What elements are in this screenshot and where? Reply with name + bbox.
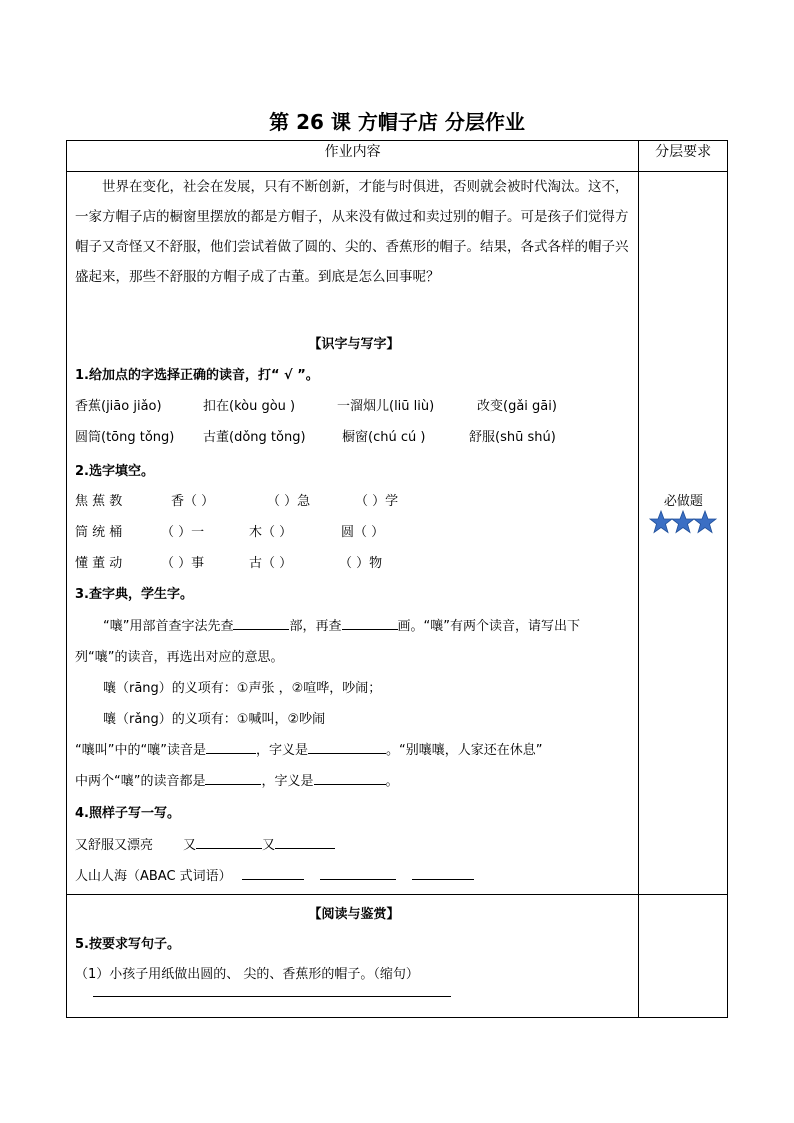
section-title-reading: 【阅读与鉴赏】 [308,907,400,922]
q5-sentence-1: （1）小孩子用纸做出圆的、 尖的、香蕉形的帽子。（缩句） [75,967,419,982]
content-cell-1 [67,172,639,895]
q1-title: 1.给加点的字选择正确的读音，打“ √ ”。 [75,368,319,383]
q2-chars-2: 筒 统 桶 [75,525,123,540]
header-requirement: 分层要求 [639,141,728,172]
answer-blank[interactable] [206,741,256,754]
q1-item-7: 橱窗(chú cú ) [342,430,426,445]
q2-blank-1-3: （ ）学 [355,494,399,509]
q2-blank-2-1: （ ）一 [161,525,205,540]
star-icon [649,510,673,534]
answer-blank[interactable] [233,617,289,630]
q2-blank-3-3: （ ）物 [339,556,383,571]
q3-title: 3.查字典，学生字。 [75,587,193,602]
q4-example-2: 人山人海（ABAC 式词语） [75,865,474,884]
q2-blank-1-1: 香（ ） [171,494,215,509]
answer-blank[interactable] [308,741,386,754]
q4-example-1: 又舒服又漂亮 又 又 [75,834,335,853]
q1-item-5: 圆筒(tōng tǒng) [75,430,175,445]
requirement-label: 必做题 [663,494,703,509]
q1-item-4: 改变(gǎi gāi) [477,399,557,414]
q2-blank-3-1: （ ）事 [161,556,205,571]
answer-blank[interactable] [342,617,398,630]
star-rating [639,510,727,538]
star-icon [671,510,695,534]
header-content: 作业内容 [67,141,639,172]
section-title-literacy: 【识字与写字】 [308,337,400,352]
q3-meaning-2: 嚷（rǎng）的义项有：①喊叫，②吵闹 [103,712,326,727]
answer-blank[interactable] [242,867,304,880]
q5-title: 5.按要求写句子。 [75,937,180,952]
q1-item-3: 一溜烟儿(liū liù) [337,399,435,414]
q1-item-8: 舒服(shū shú) [469,430,556,445]
q3-line-6: 中两个“嚷”的读音都是 ，字义是 。 [75,774,399,789]
answer-blank[interactable] [196,836,262,849]
answer-blank[interactable] [314,772,386,785]
q1-item-6: 古董(dǒng tǒng) [203,430,306,445]
homework-table [66,140,728,1018]
q2-blank-3-2: 古（ ） [249,556,293,571]
requirement-cell-1 [639,172,728,895]
q3-line-5: “嚷叫”中的“嚷”读音是 ，字义是 。“别嚷嚷，人家还在休息” [75,743,543,758]
q3-line-2: 列“嚷”的读音，再选出对应的意思。 [75,650,284,665]
q1-item-1: 香蕉(jiāo jiǎo) [75,399,162,414]
q2-chars-3: 懂 董 动 [75,556,123,571]
answer-blank[interactable] [320,867,396,880]
q2-blank-2-3: 圆（ ） [341,525,385,540]
answer-line[interactable] [93,995,451,997]
q4-title: 4.照样子写一写。 [75,806,180,821]
answer-blank[interactable] [275,836,335,849]
q3-meaning-1: 嚷（rāng）的义项有：①声张 ，②喧哗，吵闹； [103,681,382,696]
q1-item-2: 扣在(kòu gòu ) [203,399,296,414]
answer-blank[interactable] [205,772,261,785]
star-icon [693,510,717,534]
q2-title: 2.选字填空。 [75,464,154,479]
q2-blank-2-2: 木（ ） [249,525,293,540]
page-title: 第 26 课 方帽子店 分层作业 [269,110,525,134]
requirement-cell-2 [639,895,728,1018]
q2-blank-1-2: （ ）急 [267,494,311,509]
content-cell-2 [67,895,639,1018]
q2-chars-1: 焦 蕉 教 [75,494,123,509]
q3-line-1: “嚷”用部首查字法先查 部，再查 画。“嚷”有两个读音，请写出下 [103,619,580,634]
intro-paragraph: 世界在变化，社会在发展，只有不断创新，才能与时俱进，否则就会被时代淘汰。这不，一家方帽子店的橱窗里摆放的都是方帽子，从来没有做过和卖过别的帽子。可是孩子们觉得方帽子又奇怪又不舒服，他们尝试着做了圆的、尖的、香蕉形的帽子。结果，各式各样的帽子兴盛起来，那些不舒服的方帽子成了古董。到底是怎么回事呢？ [75,179,629,285]
answer-blank[interactable] [412,867,474,880]
